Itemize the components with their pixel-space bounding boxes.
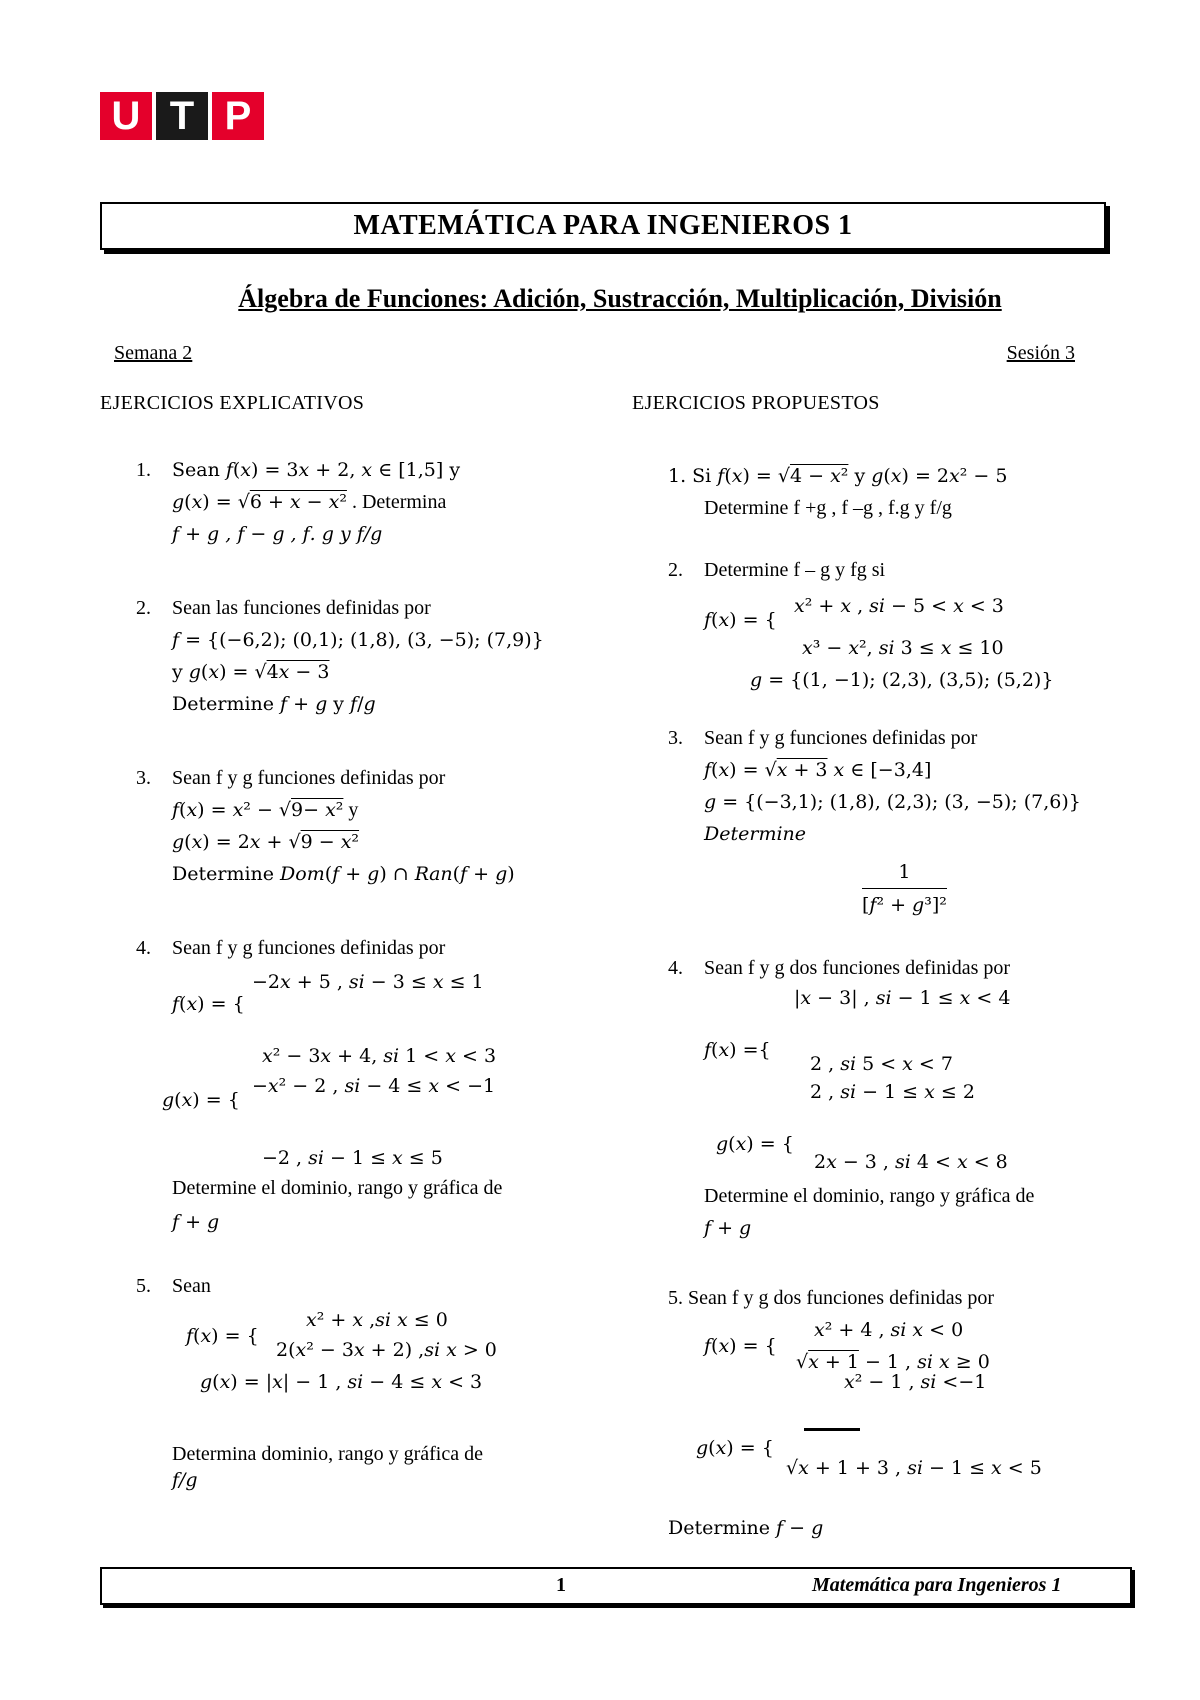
exercise-text: Sean las funciones definidas por: [172, 597, 431, 619]
exercise-text: Determina dominio, rango y gráfica de: [172, 1443, 483, 1465]
logo-letter-p: P: [212, 92, 264, 140]
piece-g-1: 2 , 𝑠𝑖 − 1 ≤ 𝑥 ≤ 2: [810, 1081, 975, 1103]
piece-f-1: −2𝑥 + 5 , 𝑠𝑖 − 3 ≤ 𝑥 ≤ 1: [252, 971, 484, 993]
fraction-numerator: 1: [862, 856, 947, 889]
radical-expression: 6 + 𝑥 − 𝑥²: [249, 491, 347, 513]
logo-letter-u: U: [100, 92, 152, 140]
piece-f-1: |𝑥 − 3| , 𝑠𝑖 − 1 ≤ 𝑥 < 4: [794, 987, 1011, 1009]
exercise-math: 𝑓 + 𝑔: [704, 1217, 752, 1239]
f-label: 𝑓(𝑥) = {: [172, 993, 245, 1015]
left-exercise-3: [136, 762, 515, 890]
radical-expression: 4 − 𝑥²: [789, 465, 849, 487]
f-label: 𝑓(𝑥) ={: [704, 1039, 771, 1061]
exercise-math: 𝑓(𝑥) = √: [704, 759, 777, 781]
exercise-math: 𝑓 + 𝑔 , 𝑓 − 𝑔 , 𝑓. 𝑔 y 𝑓/𝑔: [172, 523, 383, 545]
exercise-math: y 𝑔(𝑥) = 2𝑥² − 5: [848, 465, 1008, 487]
g-label: 𝑔(𝑥) = {: [696, 1437, 774, 1459]
exercise-text: Sean 𝑓(𝑥) = 3𝑥 + 2, 𝑥 ∈ [1,5] y: [172, 459, 461, 481]
g-definition: 𝑔 = {(1, −1); (2,3), (3,5); (5,2)}: [750, 669, 1054, 691]
exercise-text: 𝑔(𝑥) = √: [172, 491, 250, 513]
exercise-math: 𝑓(𝑥) = 𝑥² − √: [172, 799, 292, 821]
radical-expression: 𝑥 + 3: [776, 759, 828, 781]
title-box: [100, 202, 1106, 250]
left-column-heading: EJERCICIOS EXPLICATIVOS: [100, 392, 365, 414]
f-label: 𝑓(𝑥) = {: [704, 1335, 777, 1357]
exercise-number: 2.: [136, 597, 151, 619]
g-label: 𝑔(𝑥) = {: [716, 1133, 794, 1155]
f-label: 𝑓(𝑥) = {: [704, 609, 777, 631]
right-column-heading: EJERCICIOS PROPUESTOS: [632, 392, 880, 414]
right-exercise-3: [668, 722, 1148, 922]
exercise-text: Determine el dominio, rango y gráfica de: [704, 1185, 1035, 1207]
f-label: 𝑓(𝑥) = {: [186, 1325, 259, 1347]
exercise-text: Determine f – g y fg si: [704, 559, 886, 581]
page-number: 1: [556, 1574, 566, 1596]
left-exercise-4: [136, 932, 616, 1232]
exercise-text: . Determina: [346, 491, 447, 513]
exercise-number: 3.: [136, 767, 151, 789]
fraction-bar: [804, 1412, 860, 1444]
footer-title: Matemática para Ingenieros 1: [812, 1574, 1062, 1596]
piece-f-1: 𝑥² + 𝑥 , 𝑠𝑖 − 5 < 𝑥 < 3: [794, 595, 1004, 617]
exercise-math: 𝑓/𝑔: [172, 1469, 198, 1491]
g-label: 𝑔(𝑥) = {: [162, 1089, 240, 1111]
piece-f-2: 𝑥³ − 𝑥², 𝑠𝑖 3 ≤ 𝑥 ≤ 10: [802, 637, 1004, 659]
fraction: [862, 856, 947, 921]
exercise-text: Determine f +g , f –g , f.g y f/g: [704, 497, 952, 519]
exercise-math: 𝑓 = {(−6,2); (0,1); (1,8), (3, −5); (7,9)}: [172, 629, 544, 651]
piece-g-2: √𝑥 + 1 + 3 , 𝑠𝑖 − 1 ≤ 𝑥 < 5: [786, 1457, 1042, 1479]
exercise-math: 1. Si 𝑓(𝑥) = √: [668, 465, 790, 487]
piece-g-1: 𝑥² − 1 , 𝑠𝑖 <−1: [844, 1371, 987, 1393]
exercise-text: Determine el dominio, rango y gráfica de: [172, 1177, 503, 1199]
exercise-math: Determine 𝑓 − 𝑔: [668, 1517, 824, 1539]
piece-g-2: 2𝑥 − 3 , 𝑠𝑖 4 < 𝑥 < 8: [814, 1151, 1008, 1173]
exercise-math: 𝑔 = {(−3,1); (1,8), (2,3); (3, −5); (7,6)}: [704, 791, 1081, 813]
radical-expression: 9 − 𝑥²: [300, 831, 360, 853]
radical-expression: 4𝑥 − 3: [266, 661, 330, 683]
g-definition: 𝑔(𝑥) = |𝑥| − 1 , 𝑠𝑖 − 4 ≤ 𝑥 < 3: [200, 1371, 483, 1393]
left-exercise-5: [136, 1270, 616, 1500]
session-label: Sesión 3: [1006, 342, 1075, 364]
exercise-math: 𝐷𝑒𝑡𝑒𝑟𝑚𝑖𝑛𝑒: [704, 823, 807, 845]
fraction-denominator: [𝑓² + 𝑔³]²: [862, 894, 947, 916]
exercise-math: 𝑥 ∈ [−3,4]: [827, 759, 932, 781]
exercise-text: y: [343, 799, 359, 821]
piece-f-2: 𝑥² − 3𝑥 + 4, 𝑠𝑖 1 < 𝑥 < 3: [262, 1045, 497, 1067]
piece-f-2: 2(𝑥² − 3𝑥 + 2) ,𝑠𝑖 𝑥 > 0: [276, 1339, 497, 1361]
exercise-number: 5.: [136, 1275, 151, 1297]
utp-logo: [100, 92, 264, 140]
exercise-number: 4.: [136, 937, 151, 959]
logo-letter-t: T: [156, 92, 208, 140]
radical-sign: √: [796, 1351, 809, 1373]
piece-f-1: 𝑥² + 4 , 𝑠𝑖 𝑥 < 0: [814, 1319, 964, 1341]
left-exercise-1: [136, 454, 460, 550]
exercise-math: Determine 𝐷𝑜𝑚(𝑓 + 𝑔) ∩ 𝑅𝑎𝑛(𝑓 + 𝑔): [172, 863, 515, 885]
page-subtitle: Álgebra de Funciones: Adición, Sustracción, Multiplicación, División: [238, 284, 1002, 313]
left-exercise-2: [136, 592, 544, 720]
exercise-math: 𝑔(𝑥) = 2𝑥 + √: [172, 831, 301, 853]
exercise-math: Determine 𝑓 + 𝑔 y 𝑓/𝑔: [172, 693, 376, 715]
piece-f-1: 𝑥² + 𝑥 ,𝑠𝑖 𝑥 ≤ 0: [306, 1309, 448, 1331]
exercise-text: Sean f y g funciones definidas por: [704, 727, 978, 749]
right-exercise-5: [668, 1282, 1148, 1542]
exercise-math: y 𝑔(𝑥) = √: [172, 661, 267, 683]
exercise-text: Sean f y g dos funciones definidas por: [704, 957, 1011, 979]
exercise-math: 𝑓 + 𝑔: [172, 1211, 220, 1233]
piece-g-2: −2 , 𝑠𝑖 − 1 ≤ 𝑥 ≤ 5: [262, 1147, 443, 1169]
piece-f-2: − 1 , 𝑠𝑖 𝑥 ≥ 0: [858, 1351, 990, 1373]
exercise-number: 2.: [668, 559, 683, 581]
exercise-text: Sean f y g funciones definidas por: [172, 937, 446, 959]
piece-f-2: 2 , 𝑠𝑖 5 < 𝑥 < 7: [810, 1053, 953, 1075]
right-exercise-1: [668, 460, 1007, 524]
right-exercise-2: [668, 554, 1148, 704]
exercise-text: Sean f y g funciones definidas por: [172, 767, 446, 789]
radical-expression: 𝑥 + 1: [808, 1351, 859, 1373]
exercise-number: 3.: [668, 727, 683, 749]
page-title: MATEMÁTICA PARA INGENIEROS 1: [353, 210, 853, 241]
exercise-text: Sean: [172, 1275, 211, 1297]
radical-expression: 9− 𝑥²: [291, 799, 344, 821]
right-exercise-4: [668, 952, 1148, 1252]
exercise-number: 1.: [136, 459, 151, 481]
piece-g-1: −𝑥² − 2 , 𝑠𝑖 − 4 ≤ 𝑥 < −1: [252, 1075, 496, 1097]
exercise-number: 4.: [668, 957, 683, 979]
exercise-text: 5. Sean f y g dos funciones definidas por: [668, 1287, 995, 1309]
week-label: Semana 2: [114, 342, 193, 364]
